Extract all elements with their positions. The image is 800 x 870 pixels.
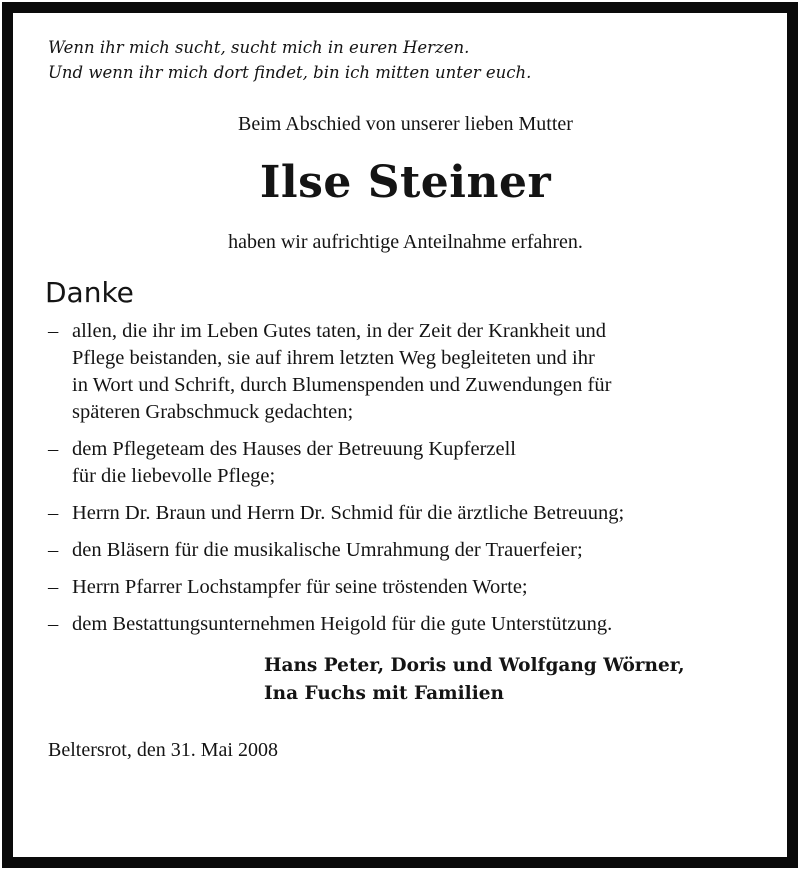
signature-line-2: Ina Fuchs mit Familien — [264, 683, 504, 704]
notice-frame — [2, 2, 798, 868]
thanks-item-line: den Bläsern für die musikalische Umrahmung der Trauerfeier; — [72, 539, 583, 561]
signature — [264, 652, 763, 708]
thanks-item-line: Pflege beistanden, sie auf ihrem letzten Weg begleiteten und ihr — [72, 347, 595, 369]
thanks-item — [48, 611, 763, 638]
notice-content — [45, 35, 763, 762]
thanks-item-line: in Wort und Schrift, durch Blumenspenden und Zuwendungen für — [72, 374, 612, 396]
thanks-item-line: Herrn Pfarrer Lochstampfer für seine tröstenden Worte; — [72, 576, 528, 598]
signature-line-1: Hans Peter, Doris und Wolfgang Wörner, — [264, 655, 685, 676]
motto — [48, 35, 763, 85]
place-date: Beltersrot, den 31. Mai 2008 — [48, 739, 278, 761]
motto-line-2: Und wenn ihr mich dort findet, bin ich mitten unter euch. — [48, 63, 532, 82]
thanks-item-line: Herrn Dr. Braun und Herrn Dr. Schmid für die ärztliche Betreuung; — [72, 502, 625, 524]
thanks-item-line: späteren Grabschmuck gedachten; — [72, 401, 354, 423]
thanks-item-line: für die liebevolle Pflege; — [72, 465, 276, 487]
dash-marker: – — [48, 539, 59, 561]
thanks-item — [48, 500, 763, 527]
dash-marker: – — [48, 438, 59, 460]
dash-marker: – — [48, 576, 59, 598]
dash-marker: – — [48, 502, 59, 524]
dash-marker: – — [48, 613, 59, 635]
thanks-heading: Danke — [45, 276, 134, 309]
thanks-item — [48, 318, 763, 426]
dash-marker: – — [48, 320, 59, 342]
thanks-item — [48, 537, 763, 564]
motto-line-1: Wenn ihr mich sucht, sucht mich in euren Herzen. — [48, 38, 470, 57]
thanks-list — [48, 318, 763, 638]
sympathy-line: haben wir aufrichtige Anteilnahme erfahren. — [228, 231, 583, 253]
thanks-item-line: dem Bestattungsunternehmen Heigold für die gute Unterstützung. — [72, 613, 613, 635]
thanks-item — [48, 574, 763, 601]
intro-line: Beim Abschied von unserer lieben Mutter — [238, 113, 573, 135]
thanks-item-line: dem Pflegeteam des Hauses der Betreuung Kupferzell — [72, 438, 517, 460]
thanks-item — [48, 436, 763, 490]
thanks-item-line: allen, die ihr im Leben Gutes taten, in der Zeit der Krankheit und — [72, 320, 606, 342]
deceased-name: Ilse Steiner — [259, 157, 552, 208]
